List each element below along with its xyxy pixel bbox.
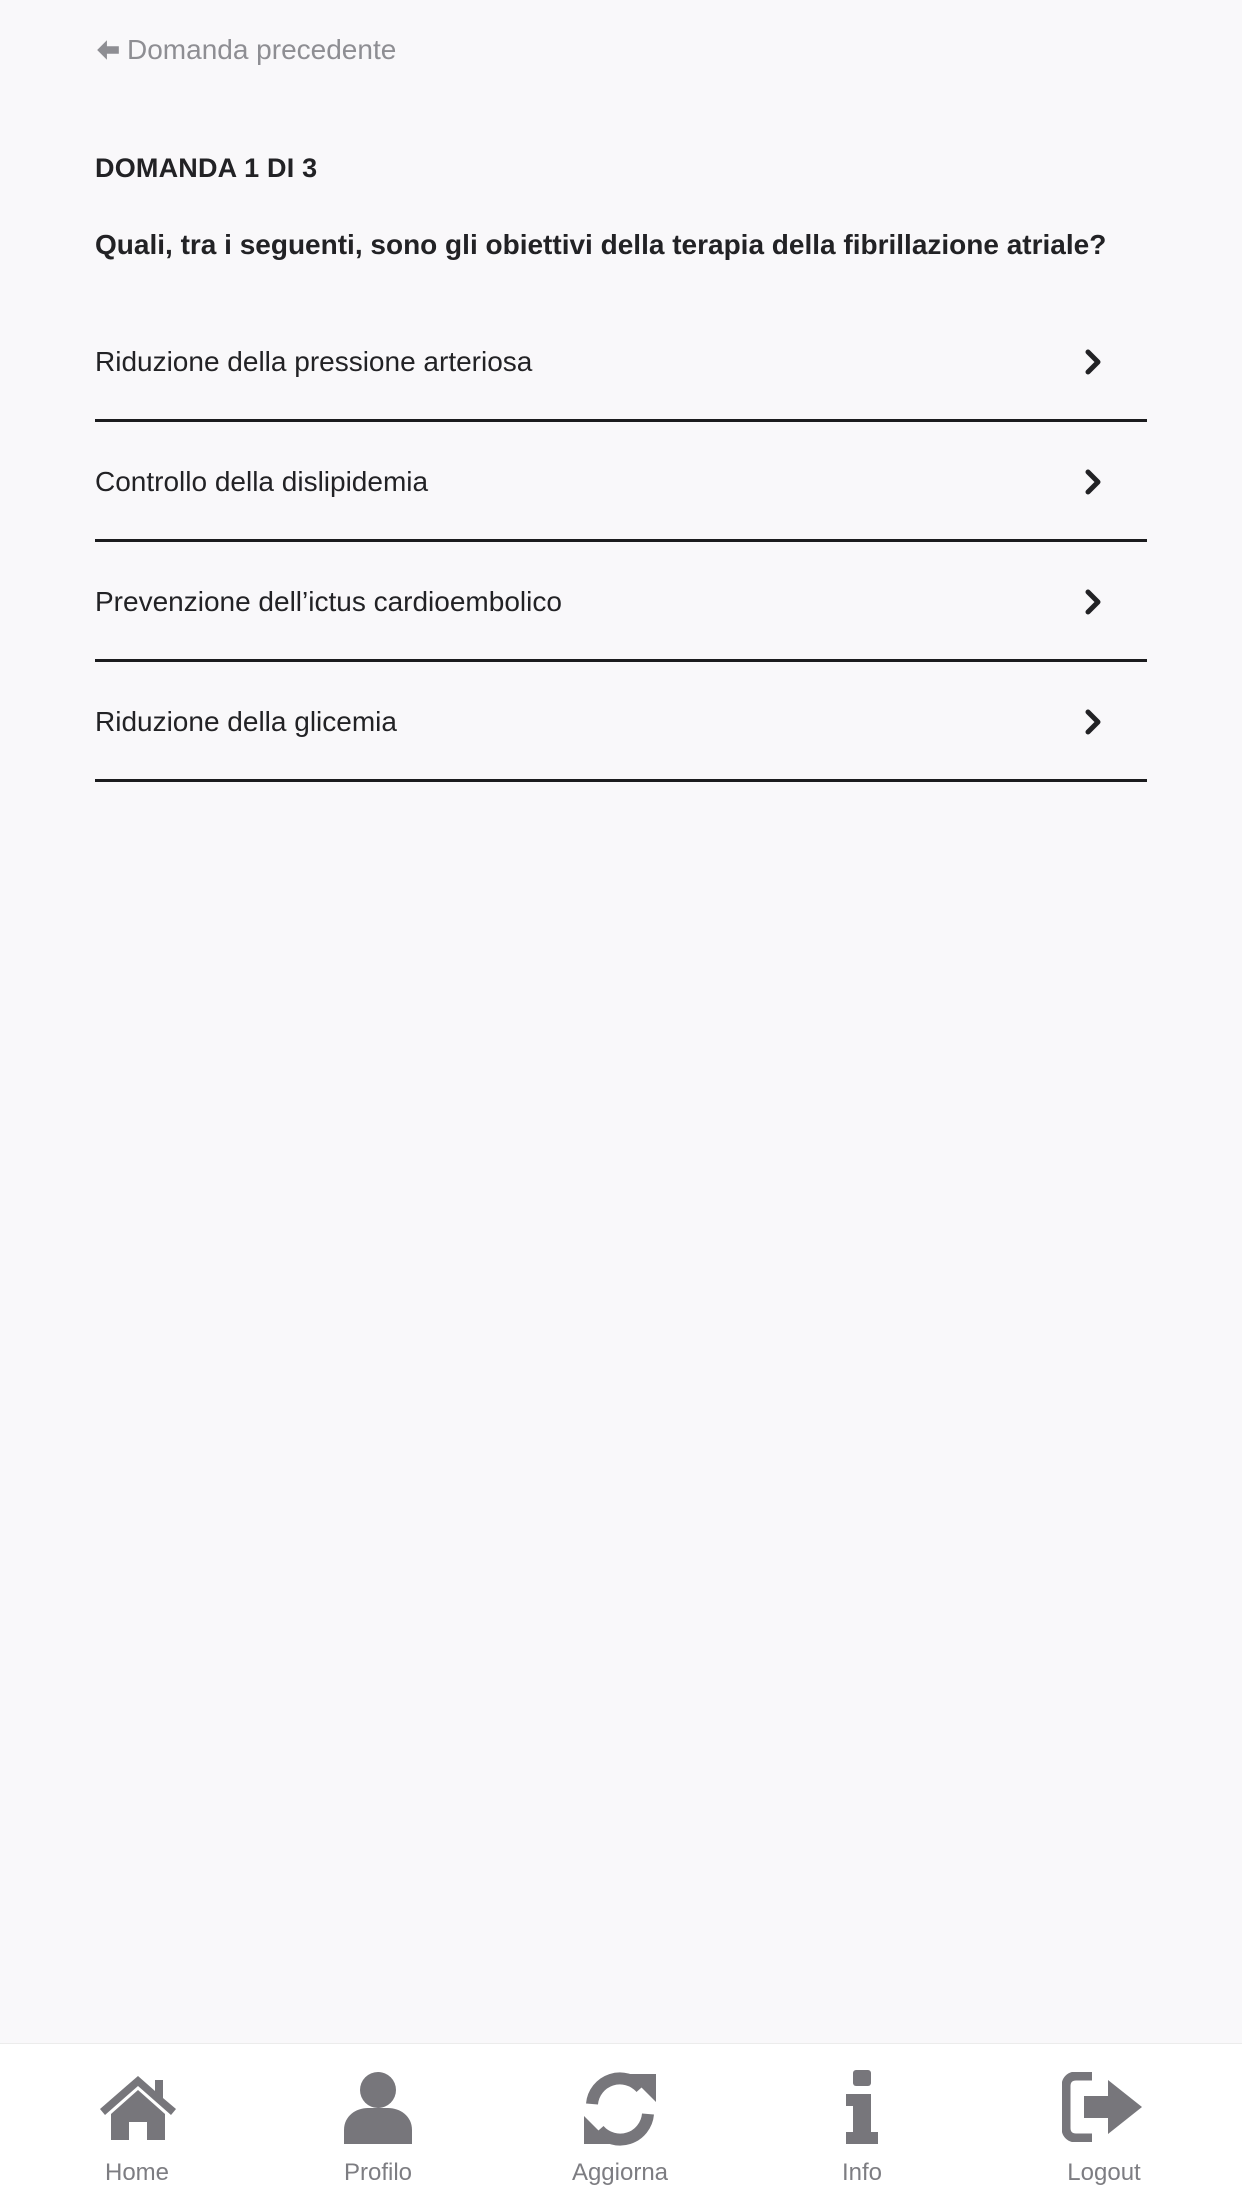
answer-option[interactable] [95,422,1147,542]
tab-home-label: Home [104,2159,170,2186]
answer-option[interactable] [95,302,1147,422]
answer-list [95,302,1147,782]
chevron-right-icon [1083,708,1105,736]
arrow-left-icon [95,37,121,63]
tab-logout-label: Logout [1067,2159,1141,2186]
logout-icon [1062,2072,1146,2142]
tab-info-label: Info [841,2159,883,2186]
tab-refresh[interactable] [530,2044,710,2209]
home-icon [97,2072,179,2142]
chevron-right-icon [1083,468,1105,496]
answer-option[interactable] [95,542,1147,662]
chevron-right-icon [1083,588,1105,616]
tab-profile[interactable] [288,2044,468,2209]
tab-home[interactable] [47,2044,227,2209]
refresh-icon [580,2070,660,2148]
question-counter: DOMANDA 1 DI 3 [95,153,318,183]
tab-refresh-label: Aggiorna [571,2159,669,2186]
tab-profile-label: Profilo [343,2159,413,2186]
answer-label: Riduzione della glicemia [95,706,397,737]
answer-option[interactable] [95,662,1147,782]
tab-logout[interactable] [1014,2044,1194,2209]
answer-label: Riduzione della pressione arteriosa [95,346,533,377]
info-icon [842,2070,882,2144]
answer-label: Prevenzione dell’ictus cardioembolico [95,586,562,617]
answer-label: Controllo della dislipidemia [95,466,429,497]
question-text: Quali, tra i seguenti, sono gli obiettivi della terapia della fibrillazione atriale? [95,229,1107,260]
user-icon [342,2070,414,2144]
bottom-tab-bar [0,2043,1242,2209]
tab-info[interactable] [772,2044,952,2209]
previous-question-link[interactable] [95,34,396,66]
previous-question-label: Domanda precedente [127,34,397,65]
chevron-right-icon [1083,348,1105,376]
